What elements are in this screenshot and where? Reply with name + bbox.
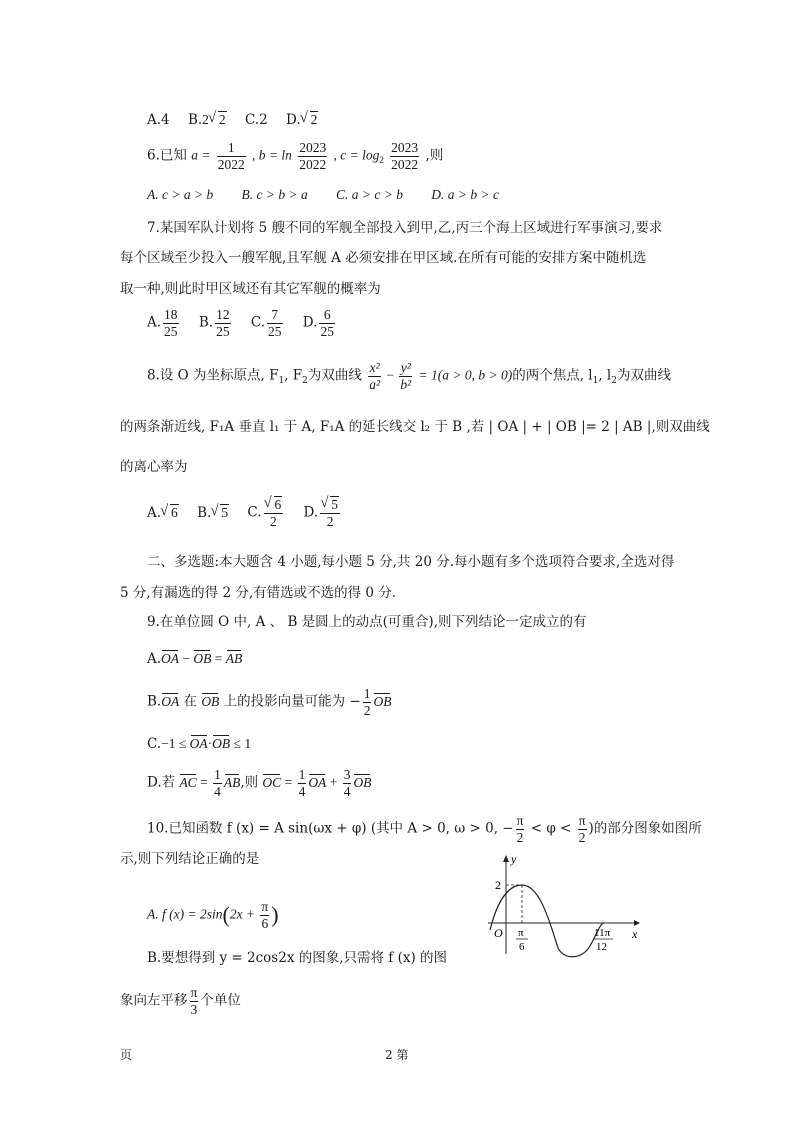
q5-option-d: D.√ 2 — [286, 113, 318, 128]
q9-stem: 9.在单位圆 O 中, A 、 B 是圆上的动点(可重合),则下列结论一定成立的有 — [147, 614, 587, 630]
q9-option-a: A.OA − OB = AB — [147, 651, 243, 667]
y-axis-label: y — [511, 852, 517, 866]
q10-line2: 示,则下列结论正确的是 — [120, 851, 260, 867]
peak-value-label: 2 — [495, 878, 501, 892]
q5-option-a: A.4 — [147, 112, 170, 128]
q8-line1: 8.设 O 为坐标原点, $F_1$, $F_2$为双曲线 $\frac{\text{x²}}{\text{a²}}$ − $\frac{\text{y²}}{\text{b²}}$ = 1(a > 0, b > 0)的两个焦点, $l_1$, $l_2$为双曲线 — [147, 360, 671, 392]
origin-label: O — [494, 926, 503, 940]
x-axis-label: x — [632, 927, 638, 941]
q9-option-b: B.OA 在 OB 上的投影向量可能为 − $\frac{1}{2}$ OB — [147, 686, 392, 718]
q8-line3: 的离心率为 — [120, 459, 188, 475]
sine-curve — [490, 885, 604, 957]
y-axis-arrow — [503, 855, 509, 862]
q6-option-c: C. a > c > b — [336, 187, 403, 202]
q8-option-b: B.√ 5 — [197, 506, 229, 521]
footer-left: 页 — [120, 1048, 133, 1062]
q7-option-b: B. $\frac{12}{25}$ — [198, 307, 230, 339]
section2-line2: 5 分,有漏选的得 2 分,有错选或不选的得 0 分. — [120, 585, 397, 601]
q6-option-b: B. c > b > a — [241, 187, 308, 202]
q7-line3: 取一种,则此时甲区域还有其它军舰的概率为 — [120, 281, 381, 297]
q7-options — [147, 307, 351, 339]
tick2-den: 12 — [596, 941, 607, 953]
q8-option-c: C. √ $\frac{6}{2}$ — [247, 497, 285, 529]
q8-line2: 的两条渐近线, F₁A 垂直 l₁ 于 A, F₁A 的延长线交 l₂ 于 B ,若 | OA | + | OB |= 2 | AB |,则双曲线 — [120, 419, 710, 435]
q5-option-c: C.2 — [244, 112, 268, 128]
sine-graph — [482, 850, 642, 958]
q7-option-a: A. $\frac{18}{25}$ — [147, 307, 178, 339]
q8-option-a: A.√ 6 — [147, 506, 179, 521]
q10-line1: 10.已知函数 f (x) = A sin(ωx + φ) (其中 A > 0, ω > 0, − $\frac{\pi}{2}$ < φ < $\frac{\pi}{2}$ )的部分图象如图所 — [147, 813, 702, 845]
q8-option-d: D. √ $\frac{5}{2}$ — [304, 497, 342, 529]
q10-option-a: A. f (x) = 2sin(2x + $\frac{\pi}{6}$ ) — [147, 899, 279, 931]
q7-line2: 每个区域至少投入一艘军舰,且军舰 A 必须安排在甲区域.在所有可能的安排方案中随机选 — [120, 250, 647, 266]
q9-option-d: D.若 AC = $\frac{1}{4}$ AB,则 OC = $\frac{1}{4}$ OA + $\frac{3}{4}$ OB — [147, 767, 372, 799]
q10-option-b-line1: B.要想得到 y = 2cos2x 的图象,只需将 f (x) 的图 — [147, 950, 448, 966]
q7-line1: 7.某国军队计划将 5 艘不同的军舰全部投入到甲,乙,丙三个海上区域进行军事演习,要求 — [147, 220, 663, 236]
q6-option-a: A. c > a > b — [147, 187, 214, 202]
q6-option-d: D. a > b > c — [431, 187, 500, 202]
tick2-num: 11π — [594, 927, 611, 939]
q6-stem: 6.已知 a = $\frac{1}{2022}$ , b = ln $\frac{2023}{2022}$ , $c = \log_2$ $\frac{2023}{2022}$ ,则 — [147, 140, 444, 172]
q7-option-d: D. $\frac{6}{25}$ — [302, 307, 334, 339]
tick1-den: 6 — [519, 941, 525, 953]
tick1-num: π — [518, 927, 524, 939]
q8-options — [147, 497, 356, 529]
footer-page-number: 2 第 — [385, 1048, 409, 1062]
q10-option-b-line2: 象向左平移 $\frac{\pi}{3}$ 个单位 — [120, 985, 241, 1017]
q7-option-c: C. $\frac{7}{25}$ — [250, 307, 282, 339]
q5-option-b: B.2√ 2 — [188, 113, 227, 128]
q5-options — [147, 113, 332, 128]
q9-option-c: C.−1 ≤ OA·OB ≤ 1 — [147, 736, 252, 752]
section2-line1: 二、多选题:本大题含 4 小题,每小题 5 分,共 20 分.每小题有多个选项符合要求,全选对得 — [147, 554, 675, 570]
q6-options — [147, 188, 513, 203]
x-axis-arrow — [634, 920, 640, 926]
